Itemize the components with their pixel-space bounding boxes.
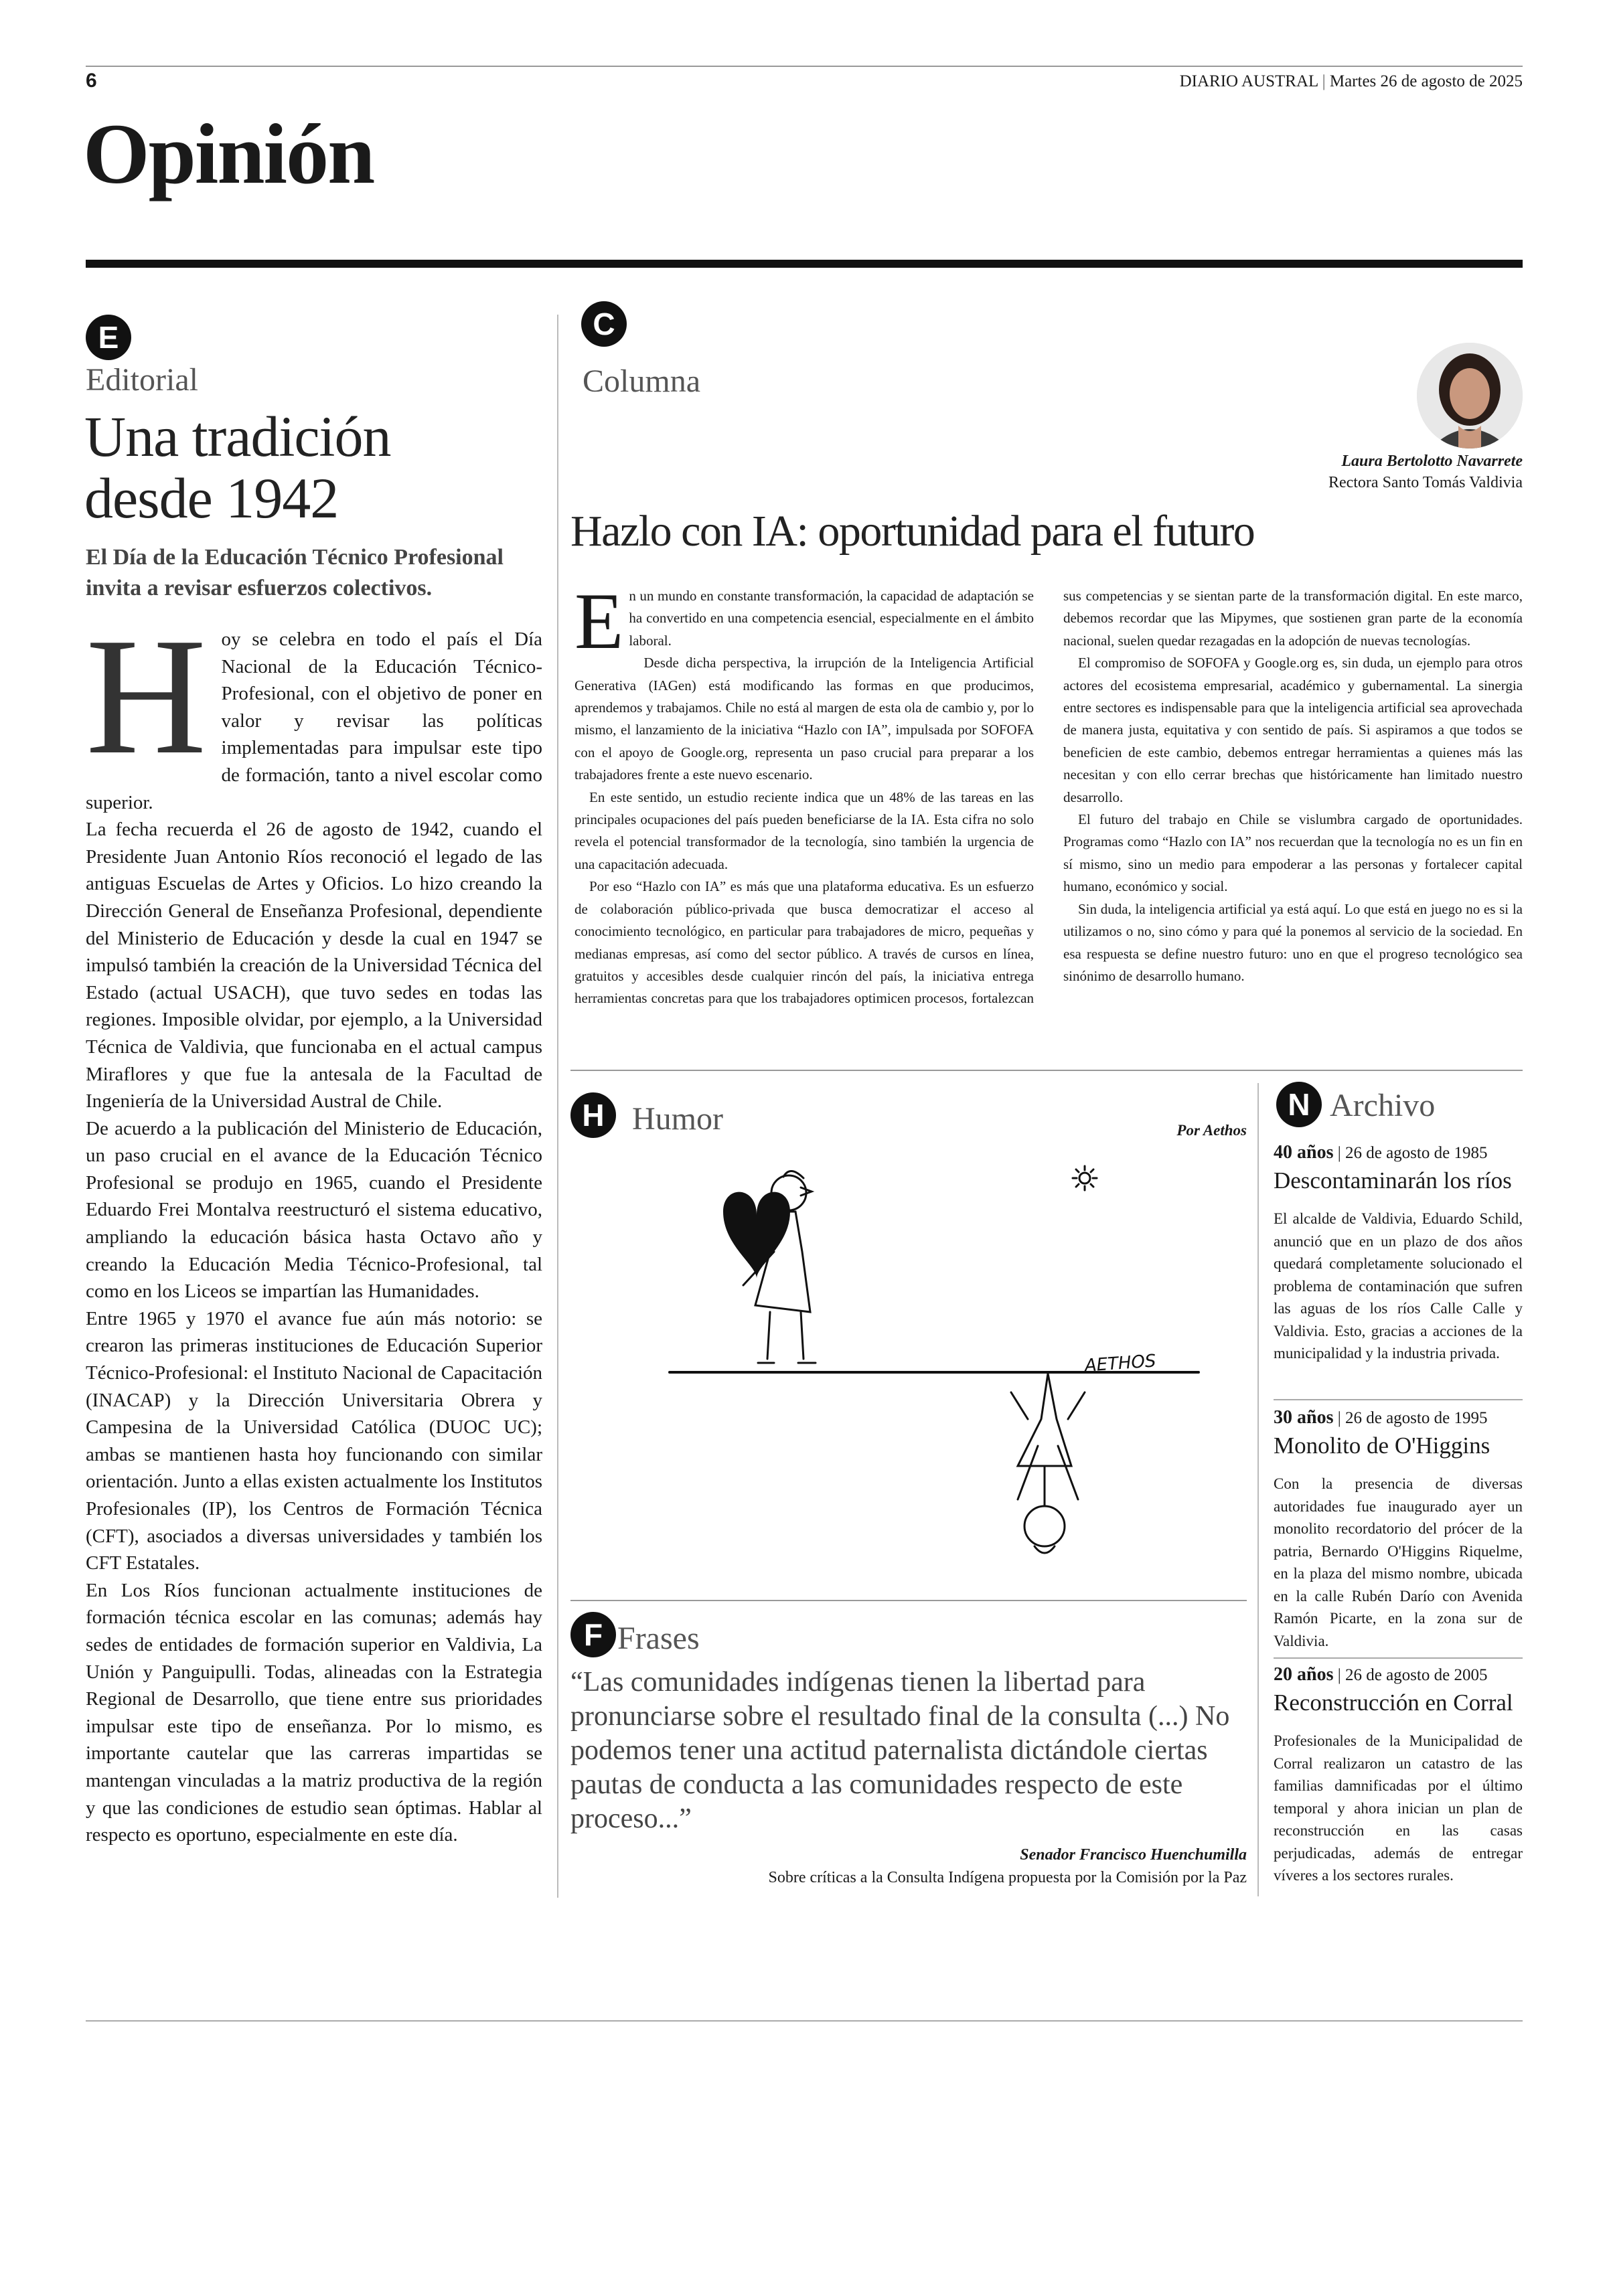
column-dropcap: E <box>575 576 624 665</box>
column-label: Columna <box>583 363 700 399</box>
editorial-paragraph-2: La fecha recuerda el 26 de agosto de 1942, cuando el Presidente Juan Antonio Ríos reconoció el legado de las antiguas Escuelas de Artes y Oficios. Lo hizo creando la Dirección General de Enseñanza Profesional, dependiente del Ministerio de Educación y desde la cual en 1947 se impulsó también la creación de la Universidad Técnica del Estado (actual USACH), que tuvo sedes en todas las regiones. Imposible olvidar, por ejemplo, a la Universidad Técnica de Valdivia, que funcionaba en el actual campus Miraflores y que fue la antesala de la Facultad de Ingeniería de la Universidad Austral de Chile. <box>86 819 542 1113</box>
column-body <box>575 576 1523 1060</box>
editorial-headline <box>84 406 390 529</box>
humor-bottom-rule <box>570 1600 1247 1601</box>
archivo-item-text: El alcalde de Valdivia, Eduardo Schild, anunció que en un plazo de dos años quedará completamente solucionado el problema de contaminación que sufren las aguas de los ríos Calle Calle y Valdivia. Esto, gracias a acciones de la municipalidad y la industria privada. <box>1274 1210 1523 1362</box>
cartoon-signature: AETHOS <box>1083 1351 1157 1376</box>
editorial-paragraph-5: En Los Ríos funcionan actualmente instituciones de formación técnica escolar en las comunas; además hay sedes de entidades de formación superior en Valdivia, La Unión y Panguipulli. Todas, alineadas con la Estrategia Regional de Desarrollo, que tiene entre sus prioridades impulsar este tipo de enseñanza. Por lo mismo, es importante cautelar que las carreras impartidas se mantengan vinculadas a la matriz productiva de la región y que las condiciones de estudio sean óptimas. Hablar al respecto es oportuno, especialmente en este día. <box>86 1579 542 1846</box>
frases-quote: “Las comunidades indígenas tienen la libertad para pronunciarse sobre el resultado final de la consulta (...) No podemos tener una actitud paternalista dictándole ciertas pautas de conducta a las comunidades respecto de este proceso...” <box>570 1667 1230 1834</box>
column-badge: C <box>581 301 627 347</box>
section-title: Opinión <box>83 106 374 201</box>
archivo-item: 20 años | 26 de agosto de 2005 Reconstrucción en Corral Profesionales de la Municipalidad de Corral realizaron un catastro de las familias damnificadas por el último temporal y ahora inician un plan de reconstrucción en las casas perjudicadas, además de entregar víveres a los sectores rurales. <box>1274 1664 1523 1887</box>
archivo-label: Archivo <box>1330 1088 1436 1123</box>
editorial-label: Editorial <box>86 362 198 398</box>
frases-speaker: Senador Francisco Huenchumilla <box>1020 1846 1247 1864</box>
archivo-date: 26 de agosto de 1985 <box>1345 1144 1488 1162</box>
archivo-date: 26 de agosto de 1995 <box>1345 1409 1488 1427</box>
frases-label: Frases <box>617 1621 700 1656</box>
archivo-item-text: Profesionales de la Municipalidad de Corral realizaron un catastro de las familias damnificadas por el último temporal y ahora inician un plan de reconstrucción en las casas perjudicadas, además de entregar víveres a los sectores rurales. <box>1274 1732 1523 1884</box>
editorial-paragraph-4: Entre 1965 y 1970 el avance fue aún más notorio: se crearon las primeras instituciones de Educación Superior Técnico-Profesional: el Instituto Nacional de Capacitación (INACAP) y la Dirección Universitaria Obrera y Campesina de la Universidad Católica (DUOC UC); ambas se mantienen hasta hoy funcionando con similar orientación. Junto a ellas existen actualmente los Institutos Profesionales (IP), los Centros de Formación Técnica (CFT), asociados a diversas universidades y también los CFT Estatales. <box>86 1307 542 1574</box>
issue-date: Martes 26 de agosto de 2025 <box>1329 72 1523 90</box>
archivo-item-title: Descontaminarán los ríos <box>1274 1167 1512 1194</box>
column-paragraph-6: El futuro del trabajo en Chile se vislumbra cargado de oportunidades. Programas como “Hazlo con IA” nos recuerdan que la tecnología no es un fin en sí mismo, sino un medio para empoderar a las personas y fortalecer capital humano, económico y social. <box>1063 811 1523 895</box>
archivo-years: 30 años <box>1274 1407 1334 1428</box>
column-divider-archivo <box>1257 1083 1259 1896</box>
heart-icon <box>723 1192 790 1279</box>
editorial-dropcap: H <box>86 604 207 789</box>
humor-badge: H <box>570 1092 616 1138</box>
column-paragraph-4: Por eso “Hazlo con IA” es más que una plataforma educativa. Es un esfuerzo de colaboración público-privada que busca democratizar el acceso al conocimiento tecnológico, en particular para trabajadores de micro, pequeñas y medianas empresas, así como del sector público. A través de cursos en línea, gratuitos y accesibles desde cualquier rincón del país, la iniciativa entrega herramientas concretas para que los trabajadores optimicen procesos, fortalezcan sus competencias y se sientan parte de la transformación digital. En este marco, debemos recordar que las Mipymes, que sostienen gran parte de la economía nacional, suelen quedar rezagadas en la adopción de nuevas tecnologías. <box>575 588 1523 1007</box>
editorial-headline-line2: desde 1942 <box>84 466 339 530</box>
header-top-rule <box>86 66 1523 67</box>
column-author-name: Laura Bertolotto Navarrete <box>1341 453 1523 470</box>
archivo-date: 26 de agosto de 2005 <box>1345 1666 1488 1684</box>
archivo-years: 40 años <box>1274 1142 1334 1163</box>
editorial-body <box>86 604 542 1849</box>
publication-name: DIARIO AUSTRAL <box>1179 72 1318 90</box>
column-paragraph-5: El compromiso de SOFOFA y Google.org es, sin duda, un ejemplo para otros actores del ecosistema empresarial, académico y gubernamental. La sinergia entre sectores es indispensable para que la inteligencia artificial sea aprovechada de manera justa, equitativa y con sentido de país. Si aspiramos a que todos se beneficien de este cambio, debemos entregar herramientas a quienes más las necesitan y con ello cerrar brechas que históricamente han limitado nuestro desarrollo. <box>1063 655 1523 805</box>
humor-label: Humor <box>632 1101 723 1137</box>
footer-rule <box>86 2020 1523 2022</box>
archivo-item: 40 años | 26 de agosto de 1985 Descontaminarán los ríos El alcalde de Valdivia, Eduardo Schild, anunció que en un plazo de dos años quedará completamente solucionado el problema de contaminación que sufren las aguas de los ríos Calle Calle y Valdivia. Esto, gracias a acciones de la municipalidad y la industria privada. <box>1274 1142 1523 1365</box>
frases-badge: F <box>570 1612 616 1657</box>
editorial-paragraph-1: Hoy se celebra en todo el país el Día Nacional de la Educación Técnico-Profesional, con el objetivo de poner en valor y revisar las políticas implementadas para impulsar este tipo de formación, tanto a nivel escolar como superior. <box>86 604 542 813</box>
header-dateline: DIARIO AUSTRAL | Martes 26 de agosto de 2025 <box>1179 72 1523 90</box>
editorial-badge: E <box>86 315 131 360</box>
humor-credit: Por Aethos <box>1176 1122 1247 1139</box>
column-paragraph-2: Desde dicha perspectiva, la irrupción de la Inteligencia Artificial Generativa (IAGen) está modificando las formas en que producimos, aprendemos y trabajamos. Chile no está al margen de esta ola de cambio y, por lo mismo, el lanzamiento de la iniciativa “Hazlo con IA”, impulsada por SOFOFA con el apoyo de Google.org, representa un paso crucial para preparar a los trabajadores frente a este nuevo escenario. <box>575 655 1034 783</box>
header-thick-rule <box>86 260 1523 268</box>
column-headline: Hazlo con IA: oportunidad para el futuro <box>570 507 1255 556</box>
archivo-item-title: Monolito de O'Higgins <box>1274 1432 1490 1459</box>
column-author-role: Rectora Santo Tomás Valdivia <box>1328 474 1523 491</box>
column-divider-left <box>557 315 558 1898</box>
column-paragraph-7: Sin duda, la inteligencia artificial ya está aquí. Lo que está en juego no es si la utilizamos o no, sino cómo y para qué la ponemos al servicio de la sociedad. En esa respuesta se define nuestro futuro: uno en que el progreso tecnológico sea sinónimo de desarrollo humano. <box>1063 900 1523 984</box>
humor-cartoon <box>643 1151 1219 1580</box>
editorial-subhead: El Día de la Educación Técnico Profesional invita a revisar esfuerzos colectivos. <box>86 545 504 600</box>
editorial-paragraph-3: De acuerdo a la publicación del Ministerio de Educación, un paso crucial en el avance de la Educación Técnico Profesional se produjo en 1965, cuando el Presidente Eduardo Frei Montalva reestructuró el sistema educativo, ampliando la educación básica hasta Octavo año y creando la Educación Media Técnico-Profesional, tal como en los Liceos se impartían las Humanidades. <box>86 1117 542 1303</box>
sun-icon <box>1073 1166 1097 1190</box>
archivo-item-text: Con la presencia de diversas autoridades fue inaugurado ayer un monolito recordatorio del prócer de la patria, Bernardo O'Higgins Riquelme, en la plaza del mismo nombre, ubicada en la calle Rubén Darío con Avenida Ramón Picarte, en la zona sur de Valdivia. <box>1274 1475 1523 1649</box>
editorial-headline-line1: Una tradición <box>84 404 391 469</box>
archivo-divider <box>1274 1657 1523 1659</box>
archivo-years: 20 años <box>1274 1664 1334 1685</box>
frases-context: Sobre críticas a la Consulta Indígena propuesta por la Comisión por la Paz <box>768 1869 1247 1886</box>
column-paragraph-1: En un mundo en constante transformación, la capacidad de adaptación se ha convertido en una competencia esencial, especialmente en el ámbito laboral. <box>575 576 1034 665</box>
author-photo <box>1417 343 1523 448</box>
archivo-divider <box>1274 1399 1523 1400</box>
page-number: 6 <box>86 70 97 92</box>
column-paragraph-3: En este sentido, un estudio reciente indica que un 48% de las tareas en las principales ocupaciones del país pueden beneficiarse de la IA. Esta cifra no solo revela el potencial transformador de la tecnología, sino también la urgencia de una capacitación adecuada. <box>575 789 1034 872</box>
archivo-item-title: Reconstrucción en Corral <box>1274 1690 1513 1716</box>
archivo-item: 30 años | 26 de agosto de 1995 Monolito de O'Higgins Con la presencia de diversas autoridades fue inaugurado ayer un monolito recordatorio del prócer de la patria, Bernardo O'Higgins Riquelme, en la plaza del mismo nombre, ubicada en la calle Rubén Darío con Avenida Ramón Picarte, en la zona sur de Valdivia. <box>1274 1407 1523 1652</box>
column-bottom-rule <box>570 1070 1523 1071</box>
archivo-badge: N <box>1276 1082 1322 1127</box>
